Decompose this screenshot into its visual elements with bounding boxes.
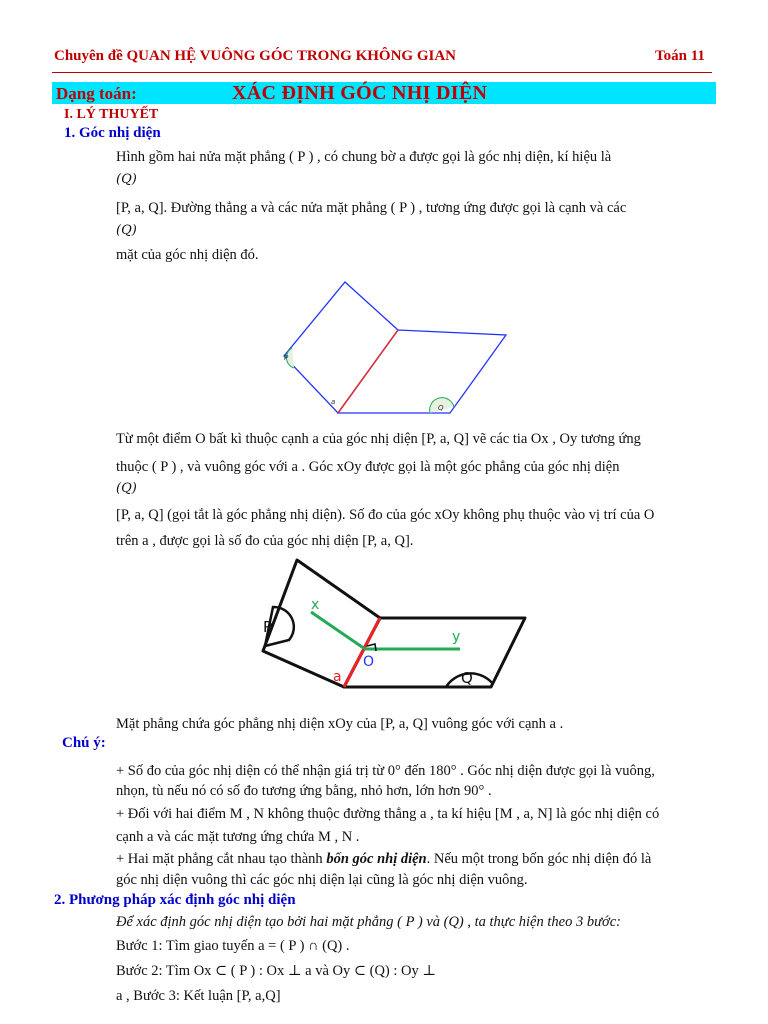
face-q: [344, 618, 525, 687]
header-rule: [52, 72, 712, 73]
note3-line2: góc nhị diện vuông thì các góc nhị diện lại cũng là góc nhị diện vuông.: [116, 872, 528, 888]
note1-line2: nhọn, tù nếu nó có số đo tương ứng bằng, nhỏ hơn, lớn hơn 90° .: [116, 783, 492, 799]
para1-line1: Hình gồm hai nửa mặt phẳng ( P ) , có chung bờ a được gọi là góc nhị diện, kí hiệu là: [116, 149, 612, 165]
half-plane-q: [338, 330, 506, 413]
fig1-label-p: P: [284, 354, 289, 362]
note3-line1-end: . Nếu một trong bốn góc nhị diện đó là: [426, 851, 652, 867]
half-plane-p: [284, 282, 398, 413]
para1-line5: mặt của góc nhị diện đó.: [116, 247, 259, 263]
note3-line1: [116, 851, 651, 868]
topic-title: XÁC ĐỊNH GÓC NHỊ DIỆN: [232, 82, 488, 104]
edge-a: [344, 618, 380, 687]
note3-emphasis: bốn góc nhị diện: [326, 851, 427, 867]
para2-line2: thuộc ( P ) , và vuông góc với a . Góc xOy được gọi là một góc phẳng của góc nhị diện: [116, 459, 620, 475]
fig1-label-a: a: [331, 398, 336, 406]
fig2-label-p: P: [263, 618, 273, 636]
note2-line2: cạnh a và các mặt tương ứng chứa M , N .: [116, 829, 360, 845]
topic-label: Dạng toán:: [56, 84, 137, 103]
method-intro: Để xác định góc nhị diện tạo bởi hai mặt phẳng ( P ) và (Q) , ta thực hiện theo 3 bước:: [116, 914, 621, 930]
edge-a: [338, 330, 398, 413]
para2-line1: Từ một điểm O bất kì thuộc cạnh a của góc nhị diện [P, a, Q] vẽ các tia Ox , Oy tương ứng: [116, 431, 641, 447]
para2-line4: [P, a, Q] (gọi tắt là góc phẳng nhị diện). Số đo của góc xOy không phụ thuộc vào vị trí của O: [116, 507, 655, 523]
fig2-label-o: O: [363, 654, 375, 670]
subsection-heading-1: 1. Góc nhị diện: [64, 125, 161, 141]
header-subject: Toán 11: [655, 48, 705, 64]
method-step1: Bước 1: Tìm giao tuyến a = ( P ) ∩ (Q) .: [116, 938, 350, 954]
subsection-heading-2: 2. Phương pháp xác định góc nhị diện: [54, 892, 296, 908]
para1-line3: [P, a, Q]. Đường thẳng a và các nửa mặt phẳng ( P ) , tương ứng được gọi là cạnh và các: [116, 200, 627, 216]
para2-line5: trên a , được gọi là số đo của góc nhị diện [P, a, Q].: [116, 533, 414, 549]
note2-line1: + Đối với hai điểm M , N không thuộc đường thẳng a , ta kí hiệu [M , a, N] là góc nhị diện có: [116, 806, 660, 822]
note-label: Chú ý:: [62, 735, 106, 751]
method-step3: a , Bước 3: Kết luận [P, a,Q]: [116, 988, 281, 1004]
fig2-label-q: Q: [461, 669, 473, 687]
para3: Mặt phẳng chứa góc phẳng nhị diện xOy của [P, a, Q] vuông góc với cạnh a .: [116, 716, 564, 732]
fig1-label-q: Q: [438, 404, 444, 412]
section-heading: I. LÝ THUYẾT: [64, 107, 159, 122]
note1-line1: + Số đo của góc nhị diện có thể nhận giá trị từ 0° đến 180° . Góc nhị diện được gọi là vuông,: [116, 763, 655, 779]
ray-ox: [311, 612, 365, 649]
fig2-label-x: x: [311, 597, 320, 613]
fig2-label-a: a: [333, 669, 342, 685]
method-step2: Bước 2: Tìm Ox ⊂ ( P ) : Ox ⊥ a và Oy ⊂ (Q) : Oy ⊥: [116, 963, 437, 979]
dihedral-figure-2: [255, 556, 535, 696]
header-title: Chuyên đề QUAN HỆ VUÔNG GÓC TRONG KHÔNG GIAN: [54, 48, 456, 64]
fig2-label-y: y: [452, 629, 461, 645]
dihedral-figure-1: [270, 272, 530, 422]
para1-line4: (Q): [116, 223, 137, 238]
note3-line1-start: + Hai mặt phẳng cắt nhau tạo thành: [116, 851, 327, 867]
para1-line2: (Q): [116, 172, 137, 187]
para2-line3: (Q): [116, 481, 137, 496]
